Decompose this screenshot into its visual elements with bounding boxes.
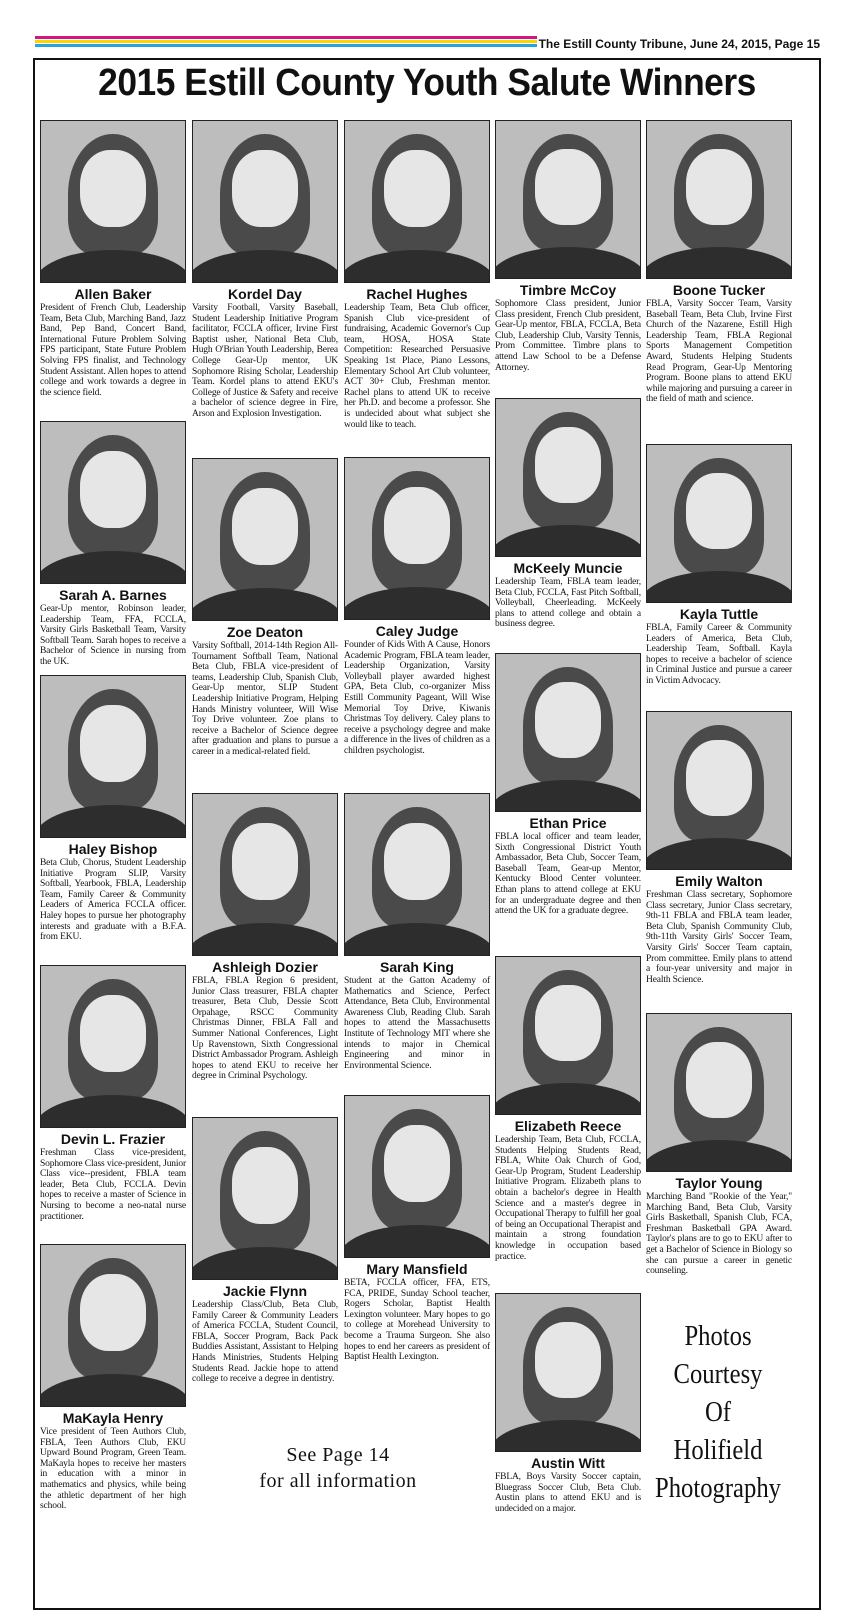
winner-name: Caley Judge bbox=[375, 623, 459, 639]
credit-line-4: Holifield bbox=[673, 1435, 763, 1466]
winner-name: McKeely Muncie bbox=[513, 560, 623, 576]
winner-name: Devin L. Frazier bbox=[60, 1131, 166, 1147]
winner-name: Ashleigh Dozier bbox=[212, 959, 318, 975]
winner-name: Boone Tucker bbox=[672, 282, 766, 298]
winner-caley-judge bbox=[344, 457, 490, 757]
winner-bio: FBLA local officer and team leader, Sixth Congressional District Youth Ambassador, Beta Club, Soccer Team, Baseball Team, Gear-up Mentor, Kentucky Blood Center volunteer. Ethan plans to attend college at EKU for an undergraduate degree and then attend the UK for a graduate degree. bbox=[495, 832, 641, 917]
winner-name: Emily Walton bbox=[675, 873, 763, 889]
winner-elizabeth-reece bbox=[495, 956, 641, 1262]
photo-credit bbox=[651, 1318, 785, 1508]
credit-line-2: Courtesy bbox=[673, 1359, 763, 1390]
winner-bio: Beta Club, Chorus, Student Leadership Initiative Program SLIP, Varsity Softball, Yearbook, FBLA, Leadership Team, Family Career & Community Leaders of America FCCLA officer. Haley hopes to pursue her photography interests and graduate with a B.F.A. from EKU. bbox=[40, 858, 186, 943]
winner-name: Elizabeth Reece bbox=[514, 1118, 622, 1134]
winner-name: Sarah A. Barnes bbox=[59, 587, 167, 603]
portrait-photo bbox=[646, 444, 792, 603]
portrait-photo bbox=[344, 120, 490, 283]
winner-bio: Leadership Class/Club, Beta Club, Family Career & Community Leaders of America FCCLA, Student Council, FBLA, Soccer Program, Back Pack Buddies Assistant, Assistant to Helping Hands Ministries, Students Helping Students Read. Jackie hope to attend college to receive a degree in dentistry. bbox=[192, 1300, 338, 1385]
winner-emily-walton bbox=[646, 711, 792, 985]
portrait-photo bbox=[192, 120, 338, 283]
credit-line-1: Photos bbox=[684, 1321, 752, 1352]
portrait-photo bbox=[646, 711, 792, 870]
winner-mckeely-muncie bbox=[495, 398, 641, 630]
see-page-note bbox=[208, 1442, 468, 1494]
winner-bio: Vice president of Teen Authors Club, FBLA, Teen Authors Club, EKU Upward Bound Program, Green Team. MaKayla hopes to receive her masters in education with a minor in mathematics and physics, while being the athletic department of her high school. bbox=[40, 1427, 186, 1512]
portrait-photo bbox=[646, 120, 792, 279]
winner-devin-frazier bbox=[40, 965, 186, 1222]
winner-name: Austin Witt bbox=[531, 1455, 605, 1471]
winner-bio: Varsity Softball, 2014-14th Region All-Tournament Softball Team, National Beta Club, FBLA vice-president of teams, Leadership Club, Spanish Club, Gear-Up mentor, SLIP Student Leadership Initiative Program, Helping Hands Ministry volunteer, Will Wise Toy Drive volunteer. Zoe plans to receive a Bachelor of Science degree after graduation and plans to pursue a career in a medical-related field. bbox=[192, 641, 338, 757]
winner-haley-bishop bbox=[40, 675, 186, 943]
winner-name: Allen Baker bbox=[74, 286, 152, 302]
page-headline: 2015 Estill County Youth Salute Winners bbox=[98, 62, 756, 104]
winner-name: Jackie Flynn bbox=[222, 1283, 308, 1299]
portrait-photo bbox=[40, 965, 186, 1128]
winner-timbre-mccoy bbox=[495, 120, 641, 373]
portrait-photo bbox=[495, 398, 641, 557]
winner-name: Taylor Young bbox=[675, 1175, 763, 1191]
portrait-photo bbox=[40, 1244, 186, 1407]
credit-line-5: Photography bbox=[655, 1473, 781, 1504]
winner-jackie-flynn bbox=[192, 1117, 338, 1385]
winner-kayla-tuttle bbox=[646, 444, 792, 687]
portrait-photo bbox=[344, 457, 490, 620]
winner-mary-mansfield bbox=[344, 1095, 490, 1363]
portrait-photo bbox=[495, 1293, 641, 1452]
page-folio: The Estill County Tribune, June 24, 2015, Page 15 bbox=[538, 37, 820, 51]
portrait-photo bbox=[40, 675, 186, 838]
winner-bio: President of French Club, Leadership Team, Beta Club, Marching Band, Jazz Band, Pep Band, Concert Band, International Future Problem Solving FPS participant, State Future Problem Solving FPS finalist, and Technology Student Assistant. Allen hopes to attend college and work towards a degree in the science field. bbox=[40, 303, 186, 398]
portrait-photo bbox=[495, 120, 641, 279]
winner-austin-witt bbox=[495, 1293, 641, 1514]
winner-bio: Leadership Team, FBLA team leader, Beta Club, FCCLA, Fast Pitch Softball, Volleyball, Cheerleading. McKeely plans to attend college and obtain a business degree. bbox=[495, 577, 641, 630]
portrait-photo bbox=[192, 458, 338, 621]
portrait-photo bbox=[495, 653, 641, 812]
winner-name: Zoe Deaton bbox=[226, 624, 304, 640]
winner-name: Timbre McCoy bbox=[519, 282, 617, 298]
portrait-photo bbox=[192, 793, 338, 956]
winner-bio: FBLA, Family Career & Community Leaders of America, Beta Club, Leadership Team, Softball. Kayla hopes to receive a bachelor of science in Criminal Justice and pursue a career in Victim Advocacy. bbox=[646, 623, 792, 686]
winner-bio: Founder of Kids With A Cause, Honors Academic Program, FBLA team leader, Leadership Organization, Varsity Volleyball player awarded highest GPA, Beta Club, co-organizer Miss Estill Community Pageant, Will Wise Memorial Toy Drive, Kiwanis Christmas Toy delivery. Caley plans to receive a psychology degree and make a difference in the lives of children as a children psychologist. bbox=[344, 640, 490, 756]
winner-kordel-day bbox=[192, 120, 338, 420]
winner-bio: Varsity Football, Varsity Baseball, Student Leadership Initiative Program facilitator, FCCLA officer, Irvine First Baptist usher, National Beta Club, Hugh O'Brian Youth Leadership, Berea College Gear-Up mentor, UK Sophomore Rising Scholar, Leadership Team. Kordel plans to attend EKU's College of Justice & Safety and receive a bachelor of science degree in Fire, Arson and Explosion Investigation. bbox=[192, 303, 338, 419]
winner-sarah-barnes bbox=[40, 421, 186, 668]
winner-name: Mary Mansfield bbox=[366, 1261, 468, 1277]
winner-ethan-price bbox=[495, 653, 641, 917]
portrait-photo bbox=[40, 120, 186, 283]
credit-line-3: Of bbox=[704, 1397, 731, 1428]
portrait-photo bbox=[40, 421, 186, 584]
winner-boone-tucker bbox=[646, 120, 792, 405]
winner-taylor-young bbox=[646, 1013, 792, 1277]
winner-bio: BETA, FCCLA officer, FFA, ETS, FCA, PRIDE, Sunday School teacher, Rogers Scholar, Baptist Health Lexington volunteer. Mary hopes to go to college at Morehead University to become a Trauma Surgeon. She also hopes to end her careers as president of Baptist Health Lexington. bbox=[344, 1278, 490, 1363]
portrait-photo bbox=[344, 1095, 490, 1258]
winner-bio: Freshman Class secretary, Sophomore Class secretary, Junior Class secretary, 9th-11 FBLA and FBLA team leader, Beta Club, Spanish Community Club, 9th-11th Varsity Girls' Soccer Team, Varsity Girls' Soccer Team captain, Prom committee. Emily plans to attend a four-year university and major in Health Science. bbox=[646, 890, 792, 985]
winner-bio: FBLA, FBLA Region 6 president, Junior Class treasurer, FBLA chapter treasurer, Beta Club, Dessie Scott Orpahage, RSCC Community Christmas Dinner, FBLA Fall and Summer National Conferences, Light Up Ravenstown, Sixth Congressional District Ambassador Program. Ashleigh hopes to atend EKU to receive her degree in Criminal Psychology. bbox=[192, 976, 338, 1082]
winner-name: Ethan Price bbox=[529, 815, 607, 831]
see-page-line-2: for all information bbox=[259, 1470, 417, 1492]
winner-bio: Sophomore Class president, Junior Class president, French Club president, Gear-Up mentor, FBLA, FCCLA, Beta Club, Leadership Club, Varsity Tennis, Prom Committee. Timbre plans to attend Law School to be a Defense Attorney. bbox=[495, 299, 641, 373]
winner-name: MaKayla Henry bbox=[62, 1410, 164, 1426]
see-page-line-1: See Page 14 bbox=[286, 1444, 390, 1466]
winner-bio: FBLA, Varsity Soccer Team, Varsity Baseball Team, Beta Club, Irvine First Church of the Nazarene, Estill High Leadership Team, FBLA Regional Sports Management Competition Award, Students Helping Students Read Program, Gear-Up Mentoring Program. Boone plans to attend EKU while majoring and pursuing a career in the field of math and science. bbox=[646, 299, 792, 405]
winner-makayla-henry bbox=[40, 1244, 186, 1512]
winner-name: Sarah King bbox=[380, 959, 454, 975]
winner-sarah-king bbox=[344, 793, 490, 1071]
winner-bio: Freshman Class vice-president, Sophomore Class vice-president, Junior Class vice--president, FBLA team leader, Beta Club, FCCLA. Devin hopes to receive a master of Science in Nursing to become a neo-natal nurse practitioner. bbox=[40, 1148, 186, 1222]
winner-bio: Marching Band "Rookie of the Year," Marching Band, Beta Club, Varsity Girls Basketball, Spanish Club, FCA, Freshman Basketball GPA Award. Taylor's plans are to go to EKU after to get a Bachelor of Science in Biology so she can pursue a career in genetic counseling. bbox=[646, 1192, 792, 1277]
portrait-photo bbox=[192, 1117, 338, 1280]
winner-bio: Gear-Up mentor, Robinson leader, Leadership Team, FFA, FCCLA, Varsity Girls Basketball Team, Varsity Softball Team. Sarah hopes to receive a Bachelor of Science in nursing from the UK. bbox=[40, 604, 186, 667]
winner-ashleigh-dozier bbox=[192, 793, 338, 1082]
winner-rachel-hughes bbox=[344, 120, 490, 430]
winner-bio: Leadership Team, Beta Club, FCCLA, Students Helping Students Read, FBLA, White Oak Church of God, Gear-Up Program, Student Leadership Initiative Program. Elizabeth plans to obtain a bachelor's degree in Health Science and a master's degree in Occupational Therapy to fulfill her goal of being an Occupational Therapist and maintain a strong foundation knowledge in occupation based practice. bbox=[495, 1135, 641, 1262]
portrait-photo bbox=[646, 1013, 792, 1172]
portrait-photo bbox=[344, 793, 490, 956]
winner-name: Kordel Day bbox=[228, 286, 302, 302]
winner-name: Rachel Hughes bbox=[366, 286, 468, 302]
winner-name: Haley Bishop bbox=[68, 841, 158, 857]
winner-bio: Leadership Team, Beta Club officer, Spanish Club vice-president of fundraising, Academic Governor's Cup team, HOSA, HOSA State Competition: Researched Persuasive Speaking 1st Place, Piano Lessons, Elementary School Art Club volunteer, ACT 30+ Club, Freshman mentor. Rachel plans to attend UK to receive her Ph.D. and become a professor. She is undecided about what subject she would like to teach. bbox=[344, 303, 490, 430]
winner-bio: FBLA, Boys Varsity Soccer captain, Bluegrass Soccer Club, Beta Club. Austin plans to attend EKU and is undecided on a major. bbox=[495, 1472, 641, 1514]
winner-zoe-deaton bbox=[192, 458, 338, 758]
winner-bio: Student at the Gatton Academy of Mathematics and Science, Perfect Attendance, Beta Club, Environmental Awareness Club, Reading Club. Sarah hopes to attend the Massachusetts Institute of Technology MIT where she intends to major in Chemical Engineering and minor in Environmental Science. bbox=[344, 976, 490, 1071]
portrait-photo bbox=[495, 956, 641, 1115]
winner-name: Kayla Tuttle bbox=[679, 606, 759, 622]
winner-allen-baker bbox=[40, 120, 186, 398]
